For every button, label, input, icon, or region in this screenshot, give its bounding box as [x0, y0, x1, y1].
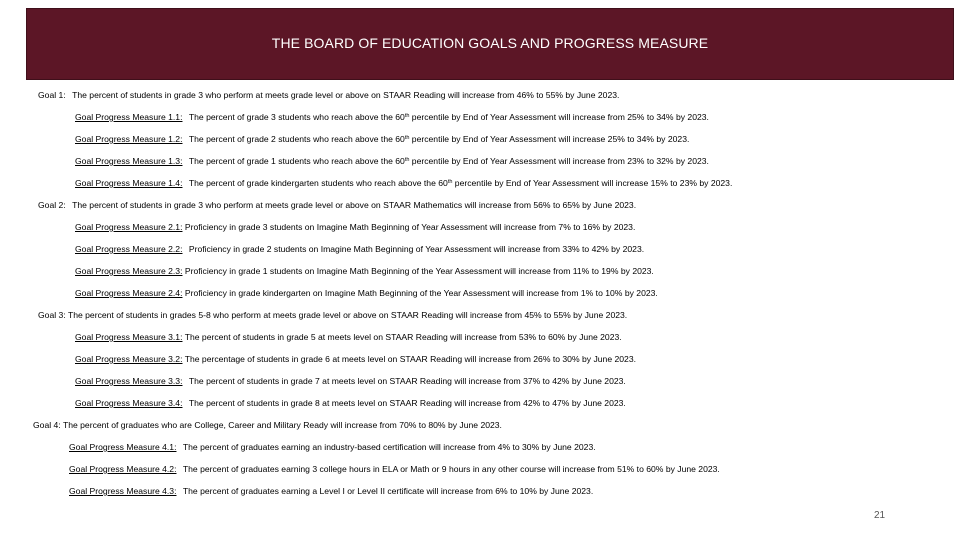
measure-1-1	[75, 112, 709, 123]
goal-4	[33, 420, 502, 431]
measure-text: Proficiency in grade 2 students on Imagine Math Beginning of Year Assessment will increase from 33% to 42% by 2023.	[188, 244, 645, 254]
measure-label: Goal Progress Measure 4.1:	[69, 442, 177, 452]
measure-2-3	[75, 266, 654, 277]
goal-1	[38, 90, 619, 101]
goal-2	[38, 200, 636, 211]
measure-label: Goal Progress Measure 3.2:	[75, 354, 183, 364]
measure-label: Goal Progress Measure 2.1:	[75, 222, 183, 232]
measure-3-2	[75, 354, 636, 365]
measure-4-3	[69, 486, 593, 497]
measure-text: The percent of grade kindergarten students who reach above the 60th percentile by End of Year Assessment will increase 15% to 23% by 2023.	[188, 178, 733, 188]
measure-label: Goal Progress Measure 3.3:	[75, 376, 183, 386]
goal-label: Goal 4:	[33, 420, 61, 430]
measure-2-1	[75, 222, 635, 233]
measure-label: Goal Progress Measure 2.4:	[75, 288, 183, 298]
measure-1-3	[75, 156, 709, 167]
measure-label: Goal Progress Measure 1.4:	[75, 178, 183, 188]
measure-text: Proficiency in grade kindergarten on Imagine Math Beginning of the Year Assessment will increase from 1% to 10% by 2023.	[184, 288, 658, 298]
page-number: 21	[874, 510, 886, 521]
measure-label: Goal Progress Measure 2.2:	[75, 244, 183, 254]
measure-text: The percent of students in grade 5 at meets level on STAAR Reading will increase from 53% to 60% by June 2023.	[184, 332, 622, 342]
goal-text: The percent of students in grade 3 who perform at meets grade level or above on STAAR Mathematics will increase from 56% to 65% by June 2023.	[72, 200, 637, 210]
measure-text: The percent of grade 1 students who reach above the 60th percentile by End of Year Assessment will increase from 23% to 32% by 2023.	[188, 156, 709, 166]
measure-label: Goal Progress Measure 1.3:	[75, 156, 183, 166]
measure-text: The percent of grade 2 students who reach above the 60th percentile by End of Year Assessment will increase 25% to 34% by 2023.	[188, 134, 690, 144]
measure-2-2	[75, 244, 644, 255]
measure-3-3	[75, 376, 626, 387]
measure-text: Proficiency in grade 3 students on Imagine Math Beginning of Year Assessment will increase from 7% to 16% by 2023.	[184, 222, 636, 232]
goal-text: The percent of students in grades 5-8 who perform at meets grade level or above on STAAR Reading will increase from 45% to 55% by June 2023.	[67, 310, 628, 320]
measure-label: Goal Progress Measure 2.3:	[75, 266, 183, 276]
measure-3-4	[75, 398, 626, 409]
goal-3	[38, 310, 627, 321]
goal-label: Goal 3:	[38, 310, 66, 320]
goal-label: Goal 2:	[38, 200, 66, 210]
goal-text: The percent of graduates who are College, Career and Military Ready will increase from 70% to 80% by June 2023.	[62, 420, 502, 430]
measure-label: Goal Progress Measure 1.1:	[75, 112, 183, 122]
measure-1-4	[75, 178, 732, 189]
measure-1-2	[75, 134, 689, 145]
measure-text: The percentage of students in grade 6 at meets level on STAAR Reading will increase from 26% to 30% by June 2023.	[184, 354, 636, 364]
measure-2-4	[75, 288, 658, 299]
measure-text: The percent of students in grade 7 at meets level on STAAR Reading will increase from 37% to 42% by June 2023.	[188, 376, 626, 386]
measure-4-2	[69, 464, 720, 475]
measure-label: Goal Progress Measure 4.3:	[69, 486, 177, 496]
measure-4-1	[69, 442, 596, 453]
measure-text: The percent of grade 3 students who reach above the 60th percentile by End of Year Assessment will increase from 25% to 34% by 2023.	[188, 112, 709, 122]
measure-label: Goal Progress Measure 3.1:	[75, 332, 183, 342]
measure-label: Goal Progress Measure 3.4:	[75, 398, 183, 408]
measure-text: The percent of graduates earning an industry-based certification will increase from 4% to 30% by June 2023.	[182, 442, 596, 452]
measure-text: The percent of students in grade 8 at meets level on STAAR Reading will increase from 42% to 47% by June 2023.	[188, 398, 626, 408]
measure-text: The percent of graduates earning a Level I or Level II certificate will increase from 6% to 10% by June 2023.	[182, 486, 594, 496]
page-title: THE BOARD OF EDUCATION GOALS AND PROGRESS MEASURE	[271, 35, 709, 51]
goal-label: Goal 1:	[38, 90, 66, 100]
measure-label: Goal Progress Measure 4.2:	[69, 464, 177, 474]
measure-3-1	[75, 332, 622, 343]
measure-label: Goal Progress Measure 1.2:	[75, 134, 183, 144]
goal-text: The percent of students in grade 3 who perform at meets grade level or above on STAAR Reading will increase from 46% to 55% by June 2023.	[72, 90, 620, 100]
measure-text: Proficiency in grade 1 students on Imagine Math Beginning of the Year Assessment will increase from 11% to 19% by 2023.	[184, 266, 654, 276]
measure-text: The percent of graduates earning 3 college hours in ELA or Math or 9 hours in any other course will increase from 51% to 60% by June 2023.	[182, 464, 720, 474]
